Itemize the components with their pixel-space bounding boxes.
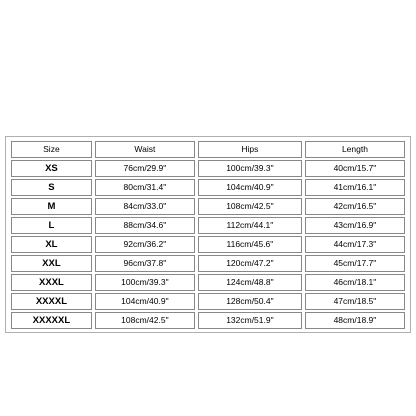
size-chart-table [5, 136, 411, 333]
size-cell: XXXXL [11, 293, 92, 310]
header-size: Size [11, 141, 92, 158]
size-cell: XL [11, 236, 92, 253]
size-cell: XXXL [11, 274, 92, 291]
waist-cell: 92cm/36.2" [95, 236, 195, 253]
waist-cell: 84cm/33.0" [95, 198, 195, 215]
size-cell: XS [11, 160, 92, 177]
waist-cell: 104cm/40.9" [95, 293, 195, 310]
size-cell: L [11, 217, 92, 234]
waist-cell: 76cm/29.9" [95, 160, 195, 177]
length-cell: 44cm/17.3" [305, 236, 405, 253]
size-cell: S [11, 179, 92, 196]
waist-cell: 100cm/39.3" [95, 274, 195, 291]
size-chart-grid [8, 139, 408, 331]
length-cell: 46cm/18.1" [305, 274, 405, 291]
table-row [11, 217, 405, 234]
header-row [11, 141, 405, 158]
table-row [11, 255, 405, 272]
hips-cell: 112cm/44.1" [198, 217, 302, 234]
waist-cell: 88cm/34.6" [95, 217, 195, 234]
size-cell: XXXXXL [11, 312, 92, 329]
length-cell: 45cm/17.7" [305, 255, 405, 272]
header-waist: Waist [95, 141, 195, 158]
hips-cell: 100cm/39.3" [198, 160, 302, 177]
header-hips: Hips [198, 141, 302, 158]
hips-cell: 104cm/40.9" [198, 179, 302, 196]
hips-cell: 124cm/48.8" [198, 274, 302, 291]
table-row [11, 198, 405, 215]
size-cell: XXL [11, 255, 92, 272]
hips-cell: 128cm/50.4" [198, 293, 302, 310]
table-row [11, 312, 405, 329]
hips-cell: 132cm/51.9" [198, 312, 302, 329]
waist-cell: 108cm/42.5" [95, 312, 195, 329]
waist-cell: 80cm/31.4" [95, 179, 195, 196]
hips-cell: 116cm/45.6" [198, 236, 302, 253]
size-cell: M [11, 198, 92, 215]
hips-cell: 108cm/42.5" [198, 198, 302, 215]
length-cell: 48cm/18.9" [305, 312, 405, 329]
length-cell: 47cm/18.5" [305, 293, 405, 310]
table-row [11, 274, 405, 291]
header-length: Length [305, 141, 405, 158]
length-cell: 41cm/16.1" [305, 179, 405, 196]
hips-cell: 120cm/47.2" [198, 255, 302, 272]
table-row [11, 179, 405, 196]
table-row [11, 160, 405, 177]
length-cell: 40cm/15.7" [305, 160, 405, 177]
table-row [11, 293, 405, 310]
length-cell: 43cm/16.9" [305, 217, 405, 234]
length-cell: 42cm/16.5" [305, 198, 405, 215]
table-row [11, 236, 405, 253]
waist-cell: 96cm/37.8" [95, 255, 195, 272]
